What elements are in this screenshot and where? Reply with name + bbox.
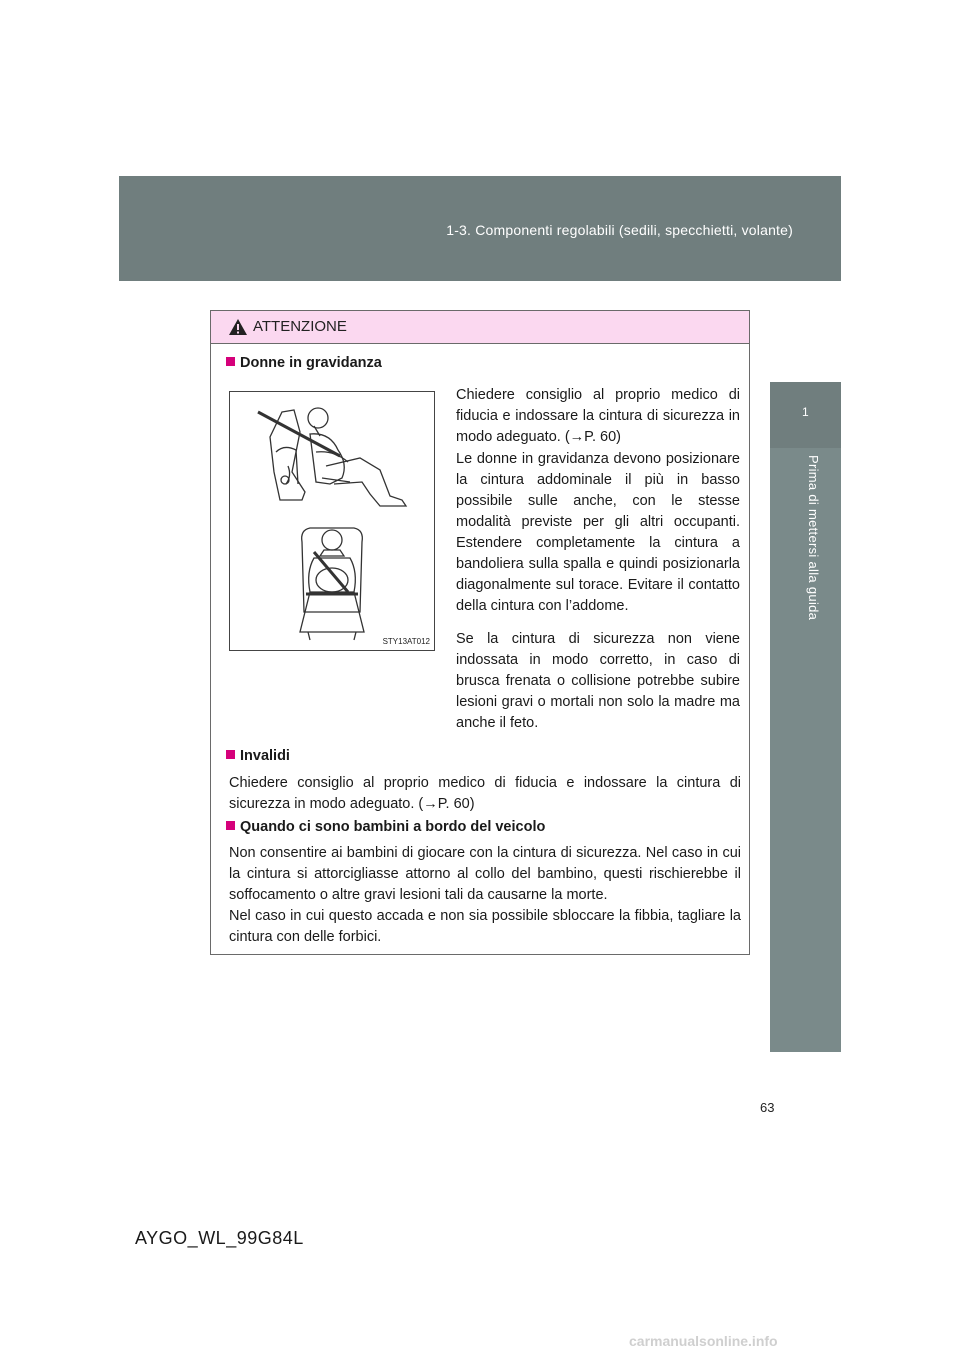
children-paragraph-1: Non consentire ai bambini di giocare con la cintura di sicurezza. Nel caso in cui la cintura si attorcigliasse attorno al collo del bambino, questi rischierebbe il soffocamento o altre gravi lesioni tali da causarne la morte. (229, 845, 741, 903)
heading-children-on-board: Quando ci sono bambini a bordo del veicolo (226, 819, 545, 835)
disabled-paragraph: Chiedere consiglio al proprio medico di fiducia e indossare la cintura di sicurezza in modo adeguato. (→P. 60) (229, 775, 741, 812)
heading-pregnant-women: Donne in gravidanza (226, 355, 382, 371)
bullet-square-icon (226, 821, 235, 830)
illustration-code: STY13AT012 (382, 637, 430, 646)
bullet-square-icon (226, 750, 235, 759)
section-title: 1-3. Componenti regolabili (sedili, specchietti, volante) (446, 222, 793, 238)
section-header-bar (119, 176, 841, 281)
pregnancy-paragraph-1: Chiedere consiglio al proprio medico di fiducia e indossare la cintura di sicurezza in modo adeguato. (→P. 60) (456, 387, 740, 445)
model-code: AYGO_WL_99G84L (135, 1228, 304, 1248)
warning-header (211, 311, 749, 344)
page-number: 63 (760, 1100, 775, 1115)
warning-title: ATTENZIONE (253, 318, 347, 335)
watermark: carmanualsonline.info (629, 1333, 778, 1349)
warning-box (210, 310, 750, 955)
children-paragraph-2: Nel caso in cui questo accada e non sia possibile sbloccare la fibbia, tagliare la cintura con delle forbici. (229, 908, 741, 945)
pregnant-woman-seatbelt-image (230, 392, 434, 650)
heading-disabled: Invalidi (226, 748, 290, 764)
chapter-number: 1 (802, 405, 809, 419)
pregnancy-paragraph-3: Se la cintura di sicurezza non viene indossata in modo corretto, in caso di brusca frenata o collisione potrebbe subire lesioni gravi o mortali non solo la madre ma anche il feto. (456, 631, 740, 731)
illustration-pregnant-seatbelt (229, 391, 435, 651)
chapter-title: Prima di mettersi alla guida (806, 455, 821, 621)
bullet-square-icon (226, 357, 235, 366)
warning-triangle-icon (228, 318, 248, 336)
pregnancy-paragraph-2: Le donne in gravidanza devono posizionare la cintura addominale il più in basso possibile sulle anche, con le stesse modalità previste per gli altri occupanti. Estendere completamente la cintura a bandoliera sulla spalla e quindi posizionarla diagonalmente sul torace. Evitare il contatto della cintura con l’addome. (456, 451, 740, 614)
